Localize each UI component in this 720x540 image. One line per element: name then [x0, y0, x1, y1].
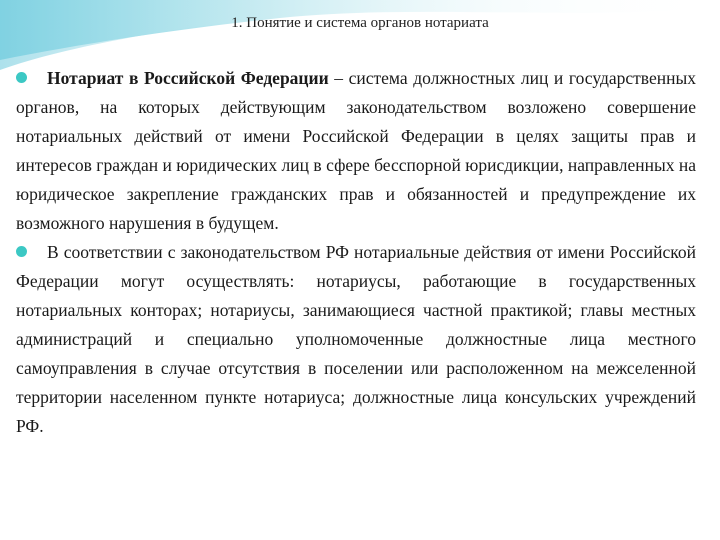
- bullet-marker-icon: [16, 246, 27, 257]
- bullet-bold-term: Нотариат в Российской Федерации: [47, 68, 329, 88]
- bullet-item: [16, 238, 696, 441]
- bullet-text: В соответствии с законодательством РФ нотариальные действия от имени Российской Федерации могут осуществлять: нотариусы, работающие в государственных нотариальных конторах; нотариусы, занимающиеся частной практикой; главы местных администраций и специально уполномоченные должностные лица местного самоуправления в случае отсутствия в поселении или расположенном на межселенной территории населенном пункте нотариуса; должностные лица консульских учреждений РФ.: [16, 242, 696, 436]
- bullet-item: [16, 64, 696, 238]
- slide-content: [16, 64, 696, 441]
- bullet-text: – система должностных лиц и государственных органов, на которых действующим законодательством возложено совершение нотариальных действий от имени Российской Федерации в целях защиты прав и интересов граждан и юридических лиц в сфере бесспорной юрисдикции, направленных на юридическое закрепление гражданских прав и обязанностей и предупреждение их возможного нарушения в будущем.: [16, 68, 696, 233]
- slide-title: 1. Понятие и система органов нотариата: [231, 15, 489, 31]
- bullet-marker-icon: [16, 72, 27, 83]
- header-wave-decoration: [0, 0, 720, 70]
